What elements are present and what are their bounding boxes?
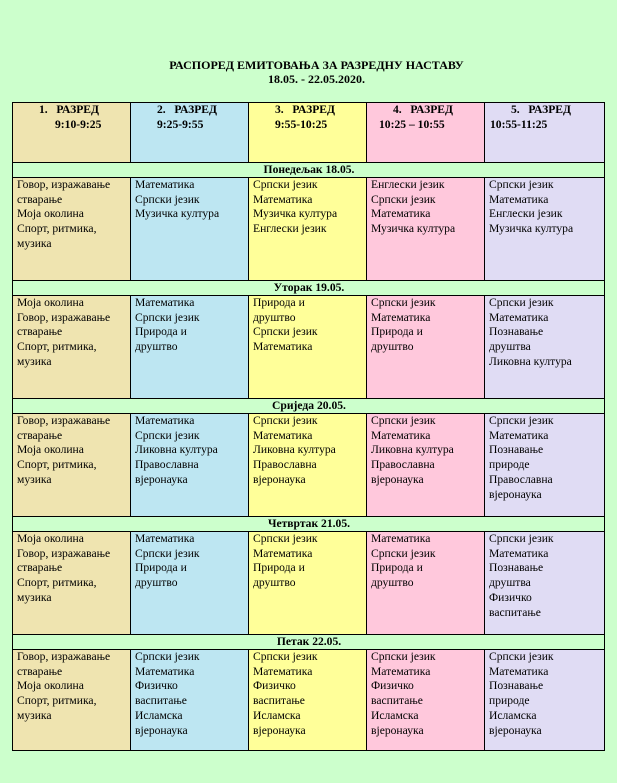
subject-line: Математика [135,296,195,309]
subject-line: Математика [253,192,313,206]
subject-line: Математика [253,340,313,354]
subject-line: стварање [17,664,63,678]
subject-line: Математика [489,310,549,324]
subject-line: Музичка култура [371,222,456,236]
subject-line: друштво [135,340,178,354]
subject-line: Енглески језик [371,178,445,191]
grade-time: 9:55-10:25 [275,117,328,131]
subjects-row [13,650,605,751]
grade-5-subjects [485,296,605,399]
subject-line: Српски језик [371,192,436,206]
grade-1-subjects [13,532,131,635]
subject-line: Математика [489,546,549,560]
subject-line: Математика [135,532,195,545]
subject-line: Математика [489,664,549,678]
subject-line: Православна [371,458,435,472]
subjects-row [13,414,605,517]
subject-line: Српски језик [489,178,554,191]
subject-line: Природа и [135,325,187,339]
subject-line: стварање [17,325,63,339]
subject-line: Говор, изражавање [17,546,111,560]
subject-line: Говор, изражавање [17,650,111,663]
title-line-2: 18.05. - 22.05.2020. [268,72,365,86]
subject-line: Енглески језик [253,222,327,236]
subject-line: друштво [371,340,414,354]
grade-1-subjects [13,296,131,399]
subject-line: васпитање [135,694,187,708]
grade-header-5 [485,103,605,163]
subject-line: Српски језик [253,414,318,427]
day-row [13,281,605,296]
subject-line: Говор, изражавање [17,178,111,191]
grade-3-subjects [249,650,367,751]
subject-line: Српски језик [135,428,200,442]
subject-line: Моја околина [17,679,84,693]
subject-line: Спорт, ритмика, [17,222,97,236]
subject-line: Православна [135,458,199,472]
subject-line: музика [17,236,52,250]
subject-line: музика [17,472,52,486]
subject-line: Математика [253,428,313,442]
subject-line: Математика [371,532,431,545]
grade-4-subjects [367,532,485,635]
subject-line: Ликовна култура [253,443,336,457]
subject-line: Српски језик [135,650,200,663]
subject-line: Математика [253,546,313,560]
grade-1-subjects [13,414,131,517]
subject-line: вјеронаука [253,472,306,486]
subject-line: вјеронаука [253,723,306,737]
subject-line: Музичка култура [253,207,338,221]
subject-line: Музичка култура [135,207,220,221]
grade-3-subjects [249,178,367,281]
grade-time: 9:10-9:25 [55,117,102,131]
subject-line: Српски језик [489,532,554,545]
subject-line: Моја околина [17,532,84,545]
subjects-row [13,296,605,399]
day-label: Понедељак 18.05. [13,163,605,178]
schedule-table [12,102,605,751]
subject-line: Исламска [253,708,301,722]
subject-line: Математика [135,414,195,427]
subject-line: Српски језик [253,178,318,191]
grade-1-subjects [13,650,131,751]
subject-line: друштво [135,576,178,590]
grade-4-subjects [367,650,485,751]
subject-line: Говор, изражавање [17,310,111,324]
grade-label: 4. РАЗРЕД [393,103,453,116]
subject-line: васпитање [489,605,541,619]
grade-header-4 [367,103,485,163]
subject-line: Српски језик [253,650,318,663]
day-label: Четвртак 21.05. [13,517,605,532]
grade-header-3 [249,103,367,163]
subject-line: Природа и [135,561,187,575]
subject-line: Енглески језик [489,207,563,221]
subject-line: Српски језик [489,296,554,309]
title-line-1: РАСПОРЕД ЕМИТОВАЊА ЗА РАЗРЕДНУ НАСТАВУ [169,58,464,72]
grade-2-subjects [131,178,249,281]
subject-line: Природа и [253,561,305,575]
grade-2-subjects [131,650,249,751]
subject-line: Православна [253,458,317,472]
grade-time: 10:55-11:25 [490,117,548,131]
day-row [13,635,605,650]
grade-4-subjects [367,414,485,517]
subject-line: Српски језик [135,192,200,206]
grade-3-subjects [249,296,367,399]
subject-line: вјеронаука [371,723,424,737]
subject-line: Математика [371,428,431,442]
subject-line: Музичка култура [489,222,574,236]
grade-2-subjects [131,296,249,399]
subject-line: друштво [371,576,414,590]
subject-line: Физичко [253,679,296,693]
subject-line: Српски језик [371,296,436,309]
subject-line: Спорт, ритмика, [17,694,97,708]
grade-5-subjects [485,532,605,635]
grade-label: 5. РАЗРЕД [511,103,571,116]
subject-line: друштво [253,310,296,324]
subject-line: Исламска [489,708,537,722]
subject-line: Математика [135,178,195,191]
subject-line: Познавање [489,561,544,575]
subject-line: Природа и [253,296,305,309]
subject-line: Моја околина [17,207,84,221]
subject-line: Спорт, ритмика, [17,576,97,590]
day-label: Сриједа 20.05. [13,399,605,414]
subject-line: друштво [253,576,296,590]
day-label: Петак 22.05. [13,635,605,650]
grade-1-subjects [13,178,131,281]
subject-line: природе [489,694,530,708]
subject-line: Српски језик [253,325,318,339]
grade-4-subjects [367,178,485,281]
grade-label: 3. РАЗРЕД [275,103,335,116]
day-label: Уторак 19.05. [13,281,605,296]
subject-line: Српски језик [489,414,554,427]
subject-line: васпитање [371,694,423,708]
subject-line: Српски језик [371,650,436,663]
subject-line: Православна [489,472,553,486]
subject-line: Математика [371,207,431,221]
subject-line: музика [17,708,52,722]
grade-header-2 [131,103,249,163]
subject-line: вјеронаука [135,472,188,486]
subject-line: Српски језик [135,546,200,560]
grade-3-subjects [249,414,367,517]
subject-line: Српски језик [489,650,554,663]
subject-line: Моја околина [17,296,84,309]
subject-line: Математика [489,192,549,206]
subject-line: друштва [489,576,531,590]
grade-4-subjects [367,296,485,399]
subject-line: Спорт, ритмика, [17,458,97,472]
subject-line: природе [489,458,530,472]
subject-line: Исламска [371,708,419,722]
subject-line: вјеронаука [371,472,424,486]
subject-line: Ликовна култура [371,443,454,457]
subject-line: вјеронаука [489,723,542,737]
subject-line: Математика [371,664,431,678]
subject-line: Српски језик [135,310,200,324]
subjects-row [13,178,605,281]
subject-line: Физичко [135,679,178,693]
subject-line: вјеронаука [135,723,188,737]
day-row [13,517,605,532]
subject-line: Природа и [371,561,423,575]
subject-line: Спорт, ритмика, [17,340,97,354]
subject-line: музика [17,590,52,604]
subject-line: Српски језик [253,532,318,545]
subject-line: Математика [371,310,431,324]
grade-label: 1. РАЗРЕД [39,103,99,116]
grade-2-subjects [131,532,249,635]
subject-line: Моја околина [17,443,84,457]
grade-5-subjects [485,650,605,751]
subject-line: друштва [489,340,531,354]
grade-3-subjects [249,532,367,635]
subject-line: стварање [17,428,63,442]
subject-line: стварање [17,561,63,575]
grade-5-subjects [485,414,605,517]
header-row [13,103,605,163]
subject-line: музика [17,354,52,368]
subject-line: Математика [489,428,549,442]
subject-line: Познавање [489,679,544,693]
grade-header-1 [13,103,131,163]
grade-label: 2. РАЗРЕД [157,103,217,116]
grade-time: 9:25-9:55 [157,117,204,131]
subject-line: Физичко [371,679,414,693]
document-title [0,58,617,86]
subject-line: Математика [253,664,313,678]
subject-line: Физичко [489,590,532,604]
subject-line: Познавање [489,443,544,457]
subject-line: Природа и [371,325,423,339]
grade-time: 10:25 – 10:55 [379,117,445,131]
day-row [13,399,605,414]
subject-line: Познавање [489,325,544,339]
subject-line: Ликовна култура [489,354,572,368]
day-row [13,163,605,178]
subjects-row [13,532,605,635]
subject-line: Математика [135,664,195,678]
grade-2-subjects [131,414,249,517]
subject-line: вјеронаука [489,487,542,501]
subject-line: Исламска [135,708,183,722]
grade-5-subjects [485,178,605,281]
subject-line: Ликовна култура [135,443,218,457]
subject-line: стварање [17,192,63,206]
subject-line: Српски језик [371,546,436,560]
subject-line: Говор, изражавање [17,414,111,427]
subject-line: Српски језик [371,414,436,427]
subject-line: васпитање [253,694,305,708]
